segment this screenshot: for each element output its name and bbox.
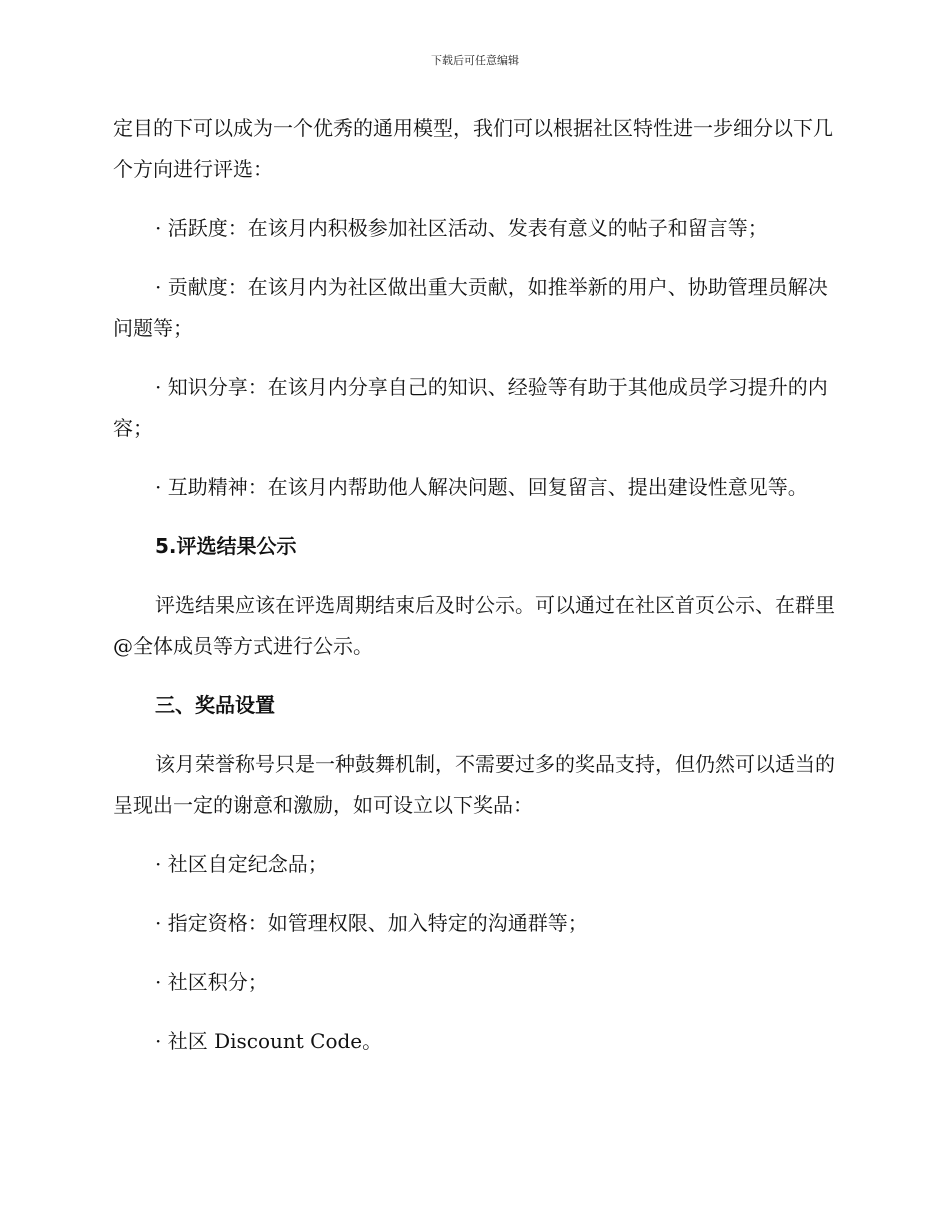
bullet-mutual-help: · 互助精神：在该月内帮助他人解决问题、回复留言、提出建设性意见等。 <box>155 475 808 499</box>
paragraph-intro: 定目的下可以成为一个优秀的通用模型，我们可以根据社区特性进一步细分以下几个方向进行评选： <box>113 116 833 181</box>
heading-results: 5.评选结果公示 <box>155 534 297 558</box>
paragraph-prizes: 该月荣誉称号只是一种鼓舞机制，不需要过多的奖品支持，但仍然可以适当的呈现出一定的谢意和激励，如可设立以下奖品： <box>113 752 835 817</box>
bullet-knowledge-sharing: · 知识分享：在该月内分享自己的知识、经验等有助于其他成员学习提升的内容； <box>113 375 828 440</box>
bullet-souvenir: · 社区自定纪念品； <box>155 852 328 876</box>
bullet-activity: · 活跃度：在该月内积极参加社区活动、发表有意义的帖子和留言等； <box>155 216 768 240</box>
paragraph-results: 评选结果应该在评选周期结束后及时公示。可以通过在社区首页公示、在群里@全体成员等方式进行公示。 <box>113 593 835 658</box>
page-header: 下载后可任意编辑 <box>431 54 519 67</box>
bullet-discount-code: · 社区 Discount Code。 <box>155 1029 383 1053</box>
document-body <box>113 108 838 1080</box>
heading-prizes: 三、奖品设置 <box>155 693 275 717</box>
bullet-contribution: · 贡献度：在该月内为社区做出重大贡献，如推举新的用户、协助管理员解决问题等； <box>113 275 828 340</box>
bullet-points: · 社区积分； <box>155 970 268 994</box>
bullet-qualification: · 指定资格：如管理权限、加入特定的沟通群等； <box>155 911 588 935</box>
